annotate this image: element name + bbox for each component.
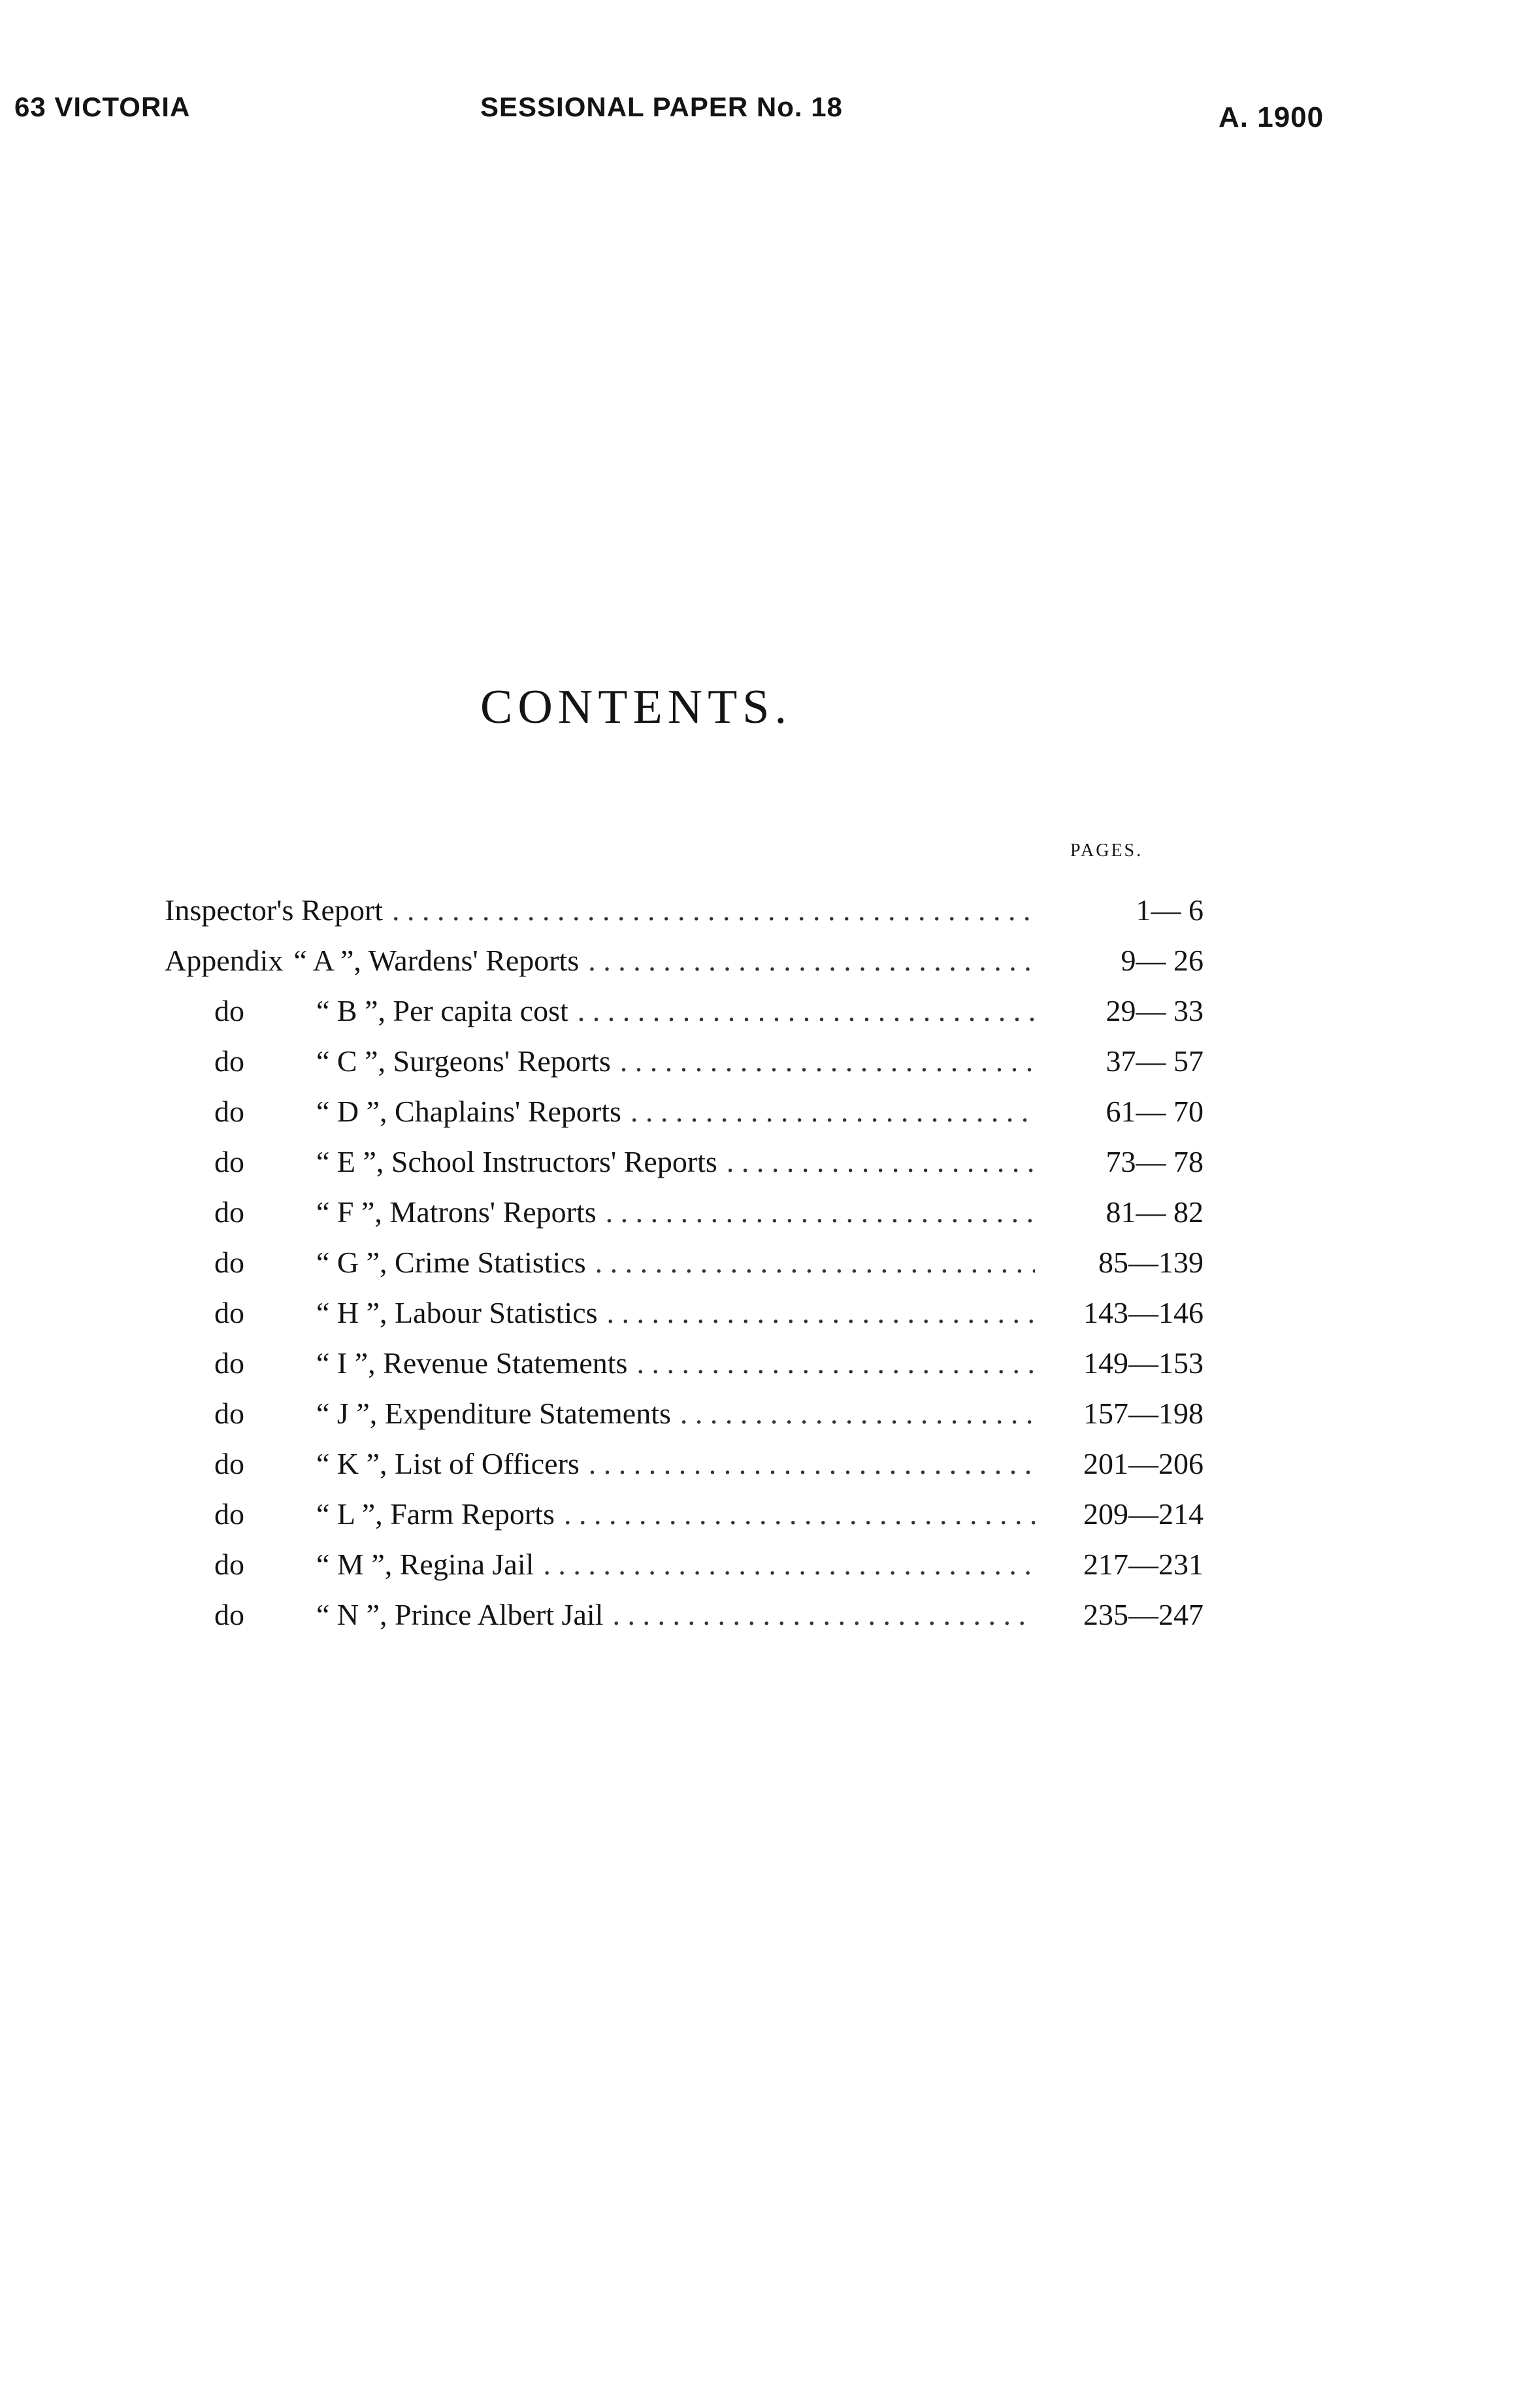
toc-row <box>165 1094 1204 1144</box>
toc-row <box>165 1396 1204 1446</box>
toc-row <box>165 993 1204 1044</box>
toc-row <box>165 1346 1204 1396</box>
toc-pages: 157—198 <box>1083 1397 1204 1430</box>
toc-row <box>165 1295 1204 1346</box>
dot-leader <box>543 1547 1035 1582</box>
toc-pages: 81— 82 <box>1106 1195 1204 1229</box>
toc-prefix: do <box>214 1598 244 1631</box>
toc-entry-text: “ C ”, Surgeons' Reports <box>316 1044 611 1078</box>
toc-pages: 61— 70 <box>1106 1095 1204 1128</box>
toc-prefix: do <box>214 1145 244 1178</box>
toc-entry-text: “ J ”, Expenditure Statements <box>316 1397 671 1430</box>
toc-entry-text: “ F ”, Matrons' Reports <box>316 1195 597 1229</box>
toc-row <box>165 1044 1204 1094</box>
toc-prefix: do <box>214 1346 244 1380</box>
toc-prefix: do <box>214 1296 244 1329</box>
toc-row <box>165 1195 1204 1245</box>
dot-leader <box>680 1396 1035 1431</box>
toc-prefix: do <box>214 1095 244 1128</box>
toc-entry-text: “ A ”, Wardens' Reports <box>293 944 580 977</box>
dot-leader <box>606 1195 1035 1229</box>
toc-row <box>165 1497 1204 1547</box>
toc-prefix: do <box>214 1447 244 1480</box>
toc-pages: 235—247 <box>1083 1598 1204 1631</box>
toc-row <box>165 943 1204 993</box>
toc-prefix: do <box>214 1497 244 1531</box>
toc-pages: 85—139 <box>1098 1246 1204 1279</box>
dot-leader <box>636 1346 1035 1380</box>
toc-row <box>165 1245 1204 1295</box>
toc-entry-text: “ I ”, Revenue Statements <box>316 1346 628 1380</box>
toc-entry-text: “ N ”, Prince Albert Jail <box>316 1598 604 1631</box>
toc-row <box>165 1446 1204 1497</box>
toc-row <box>165 1597 1204 1648</box>
dot-leader <box>631 1094 1035 1129</box>
toc-entry-text: “ H ”, Labour Statistics <box>316 1296 598 1329</box>
toc-entry-text: “ B ”, Per capita cost <box>316 994 568 1027</box>
toc-pages: 149—153 <box>1083 1346 1204 1380</box>
toc-entry-text: Inspector's Report <box>165 893 384 927</box>
toc-entry-text: “ E ”, School Instructors' Reports <box>316 1145 717 1178</box>
dot-leader <box>612 1597 1035 1632</box>
dot-leader <box>589 1446 1035 1481</box>
toc-pages: 143—146 <box>1083 1296 1204 1329</box>
pages-column-heading: PAGES. <box>1070 840 1143 861</box>
toc-entry-text: “ G ”, Crime Statistics <box>316 1246 586 1279</box>
toc-pages: 73— 78 <box>1106 1145 1204 1178</box>
header-left: 63 VICTORIA <box>14 91 191 122</box>
toc-pages: 209—214 <box>1083 1497 1204 1531</box>
toc-prefix: Appendix <box>165 944 284 977</box>
toc-pages: 29— 33 <box>1106 994 1204 1027</box>
toc-pages: 1— 6 <box>1136 893 1204 927</box>
toc-prefix: do <box>214 1195 244 1229</box>
toc-row <box>165 1547 1204 1597</box>
toc-prefix: do <box>214 1548 244 1581</box>
dot-leader <box>595 1245 1035 1280</box>
toc-pages: 217—231 <box>1083 1548 1204 1581</box>
page-title: CONTENTS. <box>480 680 792 734</box>
toc-pages: 9— 26 <box>1121 944 1204 977</box>
toc-pages: 37— 57 <box>1106 1044 1204 1078</box>
dot-leader <box>588 943 1035 978</box>
dot-leader <box>578 993 1035 1028</box>
toc-prefix: do <box>214 994 244 1027</box>
toc-entry-text: “ K ”, List of Officers <box>316 1447 580 1480</box>
toc-prefix: do <box>214 1397 244 1430</box>
toc-prefix: do <box>214 1044 244 1078</box>
toc-entry-text: “ L ”, Farm Reports <box>316 1497 555 1531</box>
dot-leader <box>607 1295 1035 1330</box>
toc-row <box>165 1144 1204 1195</box>
table-of-contents <box>165 893 1204 1648</box>
dot-leader <box>620 1044 1035 1078</box>
toc-pages: 201—206 <box>1083 1447 1204 1480</box>
toc-prefix: do <box>214 1246 244 1279</box>
dot-leader <box>392 893 1035 927</box>
dot-leader <box>727 1144 1035 1179</box>
header-right: A. 1900 <box>1219 101 1324 133</box>
toc-row <box>165 893 1204 943</box>
header-center: SESSIONAL PAPER No. 18 <box>480 91 843 122</box>
dot-leader <box>564 1497 1035 1531</box>
toc-entry-text: “ D ”, Chaplains' Reports <box>316 1095 621 1128</box>
toc-entry-text: “ M ”, Regina Jail <box>316 1548 534 1581</box>
